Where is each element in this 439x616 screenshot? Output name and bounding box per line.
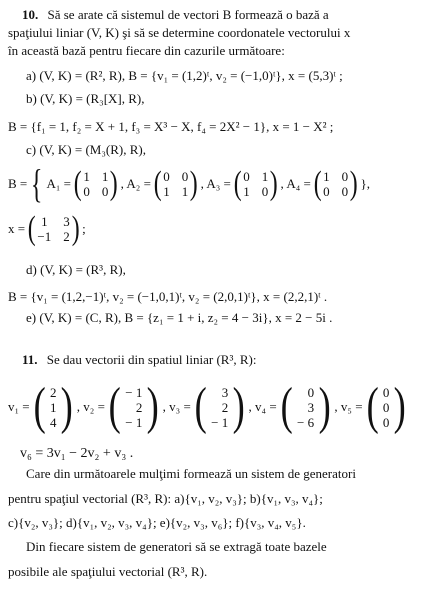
matrix-a2-label: , A₂ = xyxy=(120,176,151,191)
problem-11-line-1 xyxy=(22,352,257,368)
vector-v1: ( 2 1 4 ) xyxy=(33,378,74,435)
problem-11-question-2: pentru spaţiul vectorial (R³, R): a){v₁, v₂, v₃}; b){v₁, v₃, v₄}; xyxy=(8,491,323,506)
vector-v2: ( − 1 2 − 1 ) xyxy=(108,378,160,435)
matrix-a3: ( 0 1 1 0 ) xyxy=(233,165,278,202)
problem-11-text-1: Se dau vectorii din spatiul liniar (R³, R): xyxy=(46,352,257,367)
vector-v5: ( 0 0 0 ) xyxy=(366,378,407,435)
case-c-x-tail: ; xyxy=(82,221,86,236)
vectors-row xyxy=(8,374,410,440)
case-d-basis: B = {v₁ = (1,2,−1)ᵗ, v₂ = (−1,0,1)ᵗ, v₂ = (2,0,1)ᵗ}, x = (2,2,1)ᵗ . xyxy=(8,289,328,304)
problem-11-question-1: Care din următoarele mulţimi formează un sistem de generatori xyxy=(26,466,356,481)
vector-v4: ( 0 3 − 6 ) xyxy=(280,378,331,435)
problem-11-question-5: posibile ale spaţiului vectorial (R³, R). xyxy=(8,564,208,579)
case-e: e) (V, K) = (C, R), B = {z₁ = 1 + i, z₂ = 4 − 3i}, x = 2 − 5i . xyxy=(26,310,333,325)
problem-10-line-1 xyxy=(22,7,329,23)
vector-v6-definition: v₆ = 3v₁ − 2v₂ + v₃ . xyxy=(20,446,134,461)
matrix-a4: ( 1 0 0 0 ) xyxy=(313,165,358,202)
matrix-x: ( 1 3 −1 2 ) xyxy=(27,210,80,247)
vector-v4-label: , v₄ = xyxy=(248,399,277,414)
matrix-a3-label: , A₃ = xyxy=(200,176,231,191)
problem-10-text-2: spaţiului liniar (V, K) şi să se determine coordonatele vectorului x xyxy=(8,25,351,40)
problem-11-question-4: Din fiecare sistem de generatori să se extragă toate bazele xyxy=(26,539,327,554)
case-c-basis xyxy=(8,161,370,206)
vector-v5-label: , v₅ = xyxy=(334,399,363,414)
problem-10-text-1: Să se arate că sistemul de vectori B formează o bază a xyxy=(47,7,329,22)
problem-11-question-3: c){v₂, v₃}; d){v₁, v₂, v₃, v₄}; e){v₂, v₃, v₆}; f){v₃, v₄, v₅}. xyxy=(8,515,306,530)
vector-v2-label: , v₂ = xyxy=(76,399,105,414)
problem-10-number: 10. xyxy=(22,7,39,22)
matrix-a4-label: , A₄ = xyxy=(280,176,311,191)
vector-v1-label: v₁ = xyxy=(8,399,30,414)
case-c: c) (V, K) = (M₃(R), R), xyxy=(26,142,146,157)
vector-v3: ( 3 2 − 1 ) xyxy=(194,378,245,435)
case-c-basis-lead: B = xyxy=(8,176,28,191)
case-c-x-label: x = xyxy=(8,221,26,236)
case-d: d) (V, K) = (R³, R), xyxy=(26,262,126,277)
brace-open: { xyxy=(31,161,43,206)
case-b-basis: B = {f₁ = 1, f₂ = X + 1, f₃ = X³ − X, f₄ = 2X² − 1}, x = 1 − X² ; xyxy=(8,119,334,134)
problem-11-number: 11. xyxy=(22,352,38,367)
case-c-basis-tail: }, xyxy=(360,176,370,191)
problem-10-text-3: în această bază pentru fiecare din cazurile următoare: xyxy=(8,43,285,58)
vector-v3-label: , v₃ = xyxy=(162,399,191,414)
matrix-a1: ( 1 1 0 0 ) xyxy=(73,165,118,202)
case-c-vector xyxy=(8,209,86,249)
matrix-a2: ( 0 0 1 1 ) xyxy=(153,165,198,202)
case-a: a) (V, K) = (R², R), B = {v₁ = (1,2)ᵗ, v₂ = (−1,0)ᵗ}, x = (5,3)ᵗ ; xyxy=(26,68,343,83)
case-b: b) (V, K) = (R₃[X], R), xyxy=(26,91,145,106)
matrix-a1-label: A₁ = xyxy=(46,176,71,191)
